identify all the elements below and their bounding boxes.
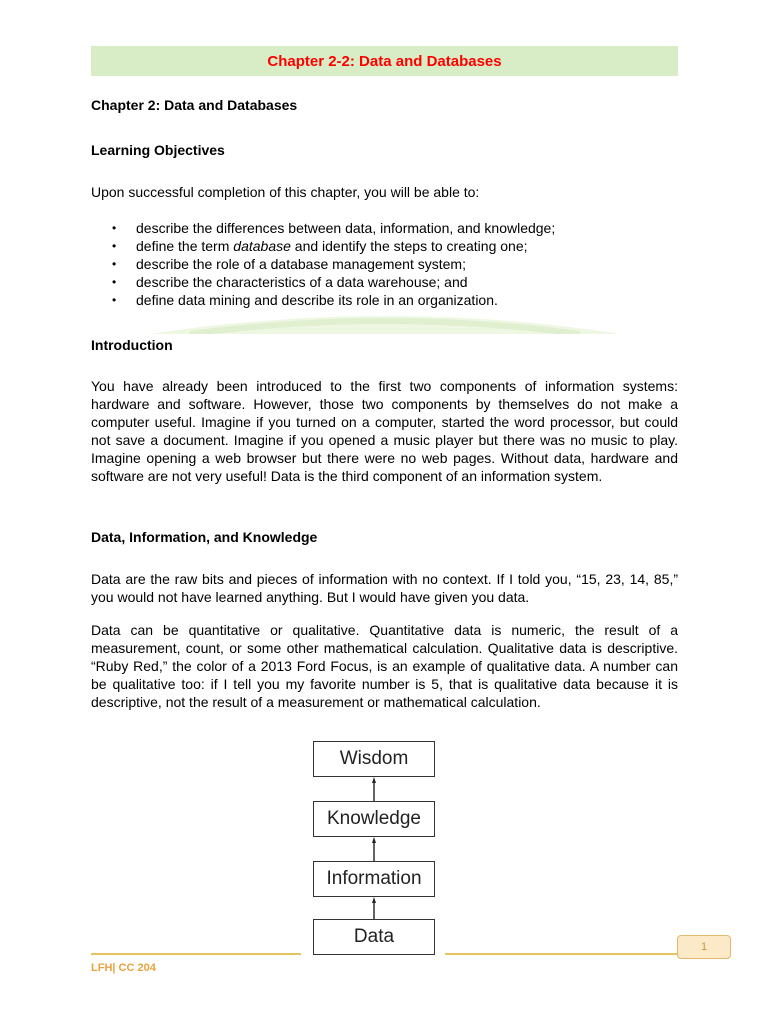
- introduction-paragraph: You have already been introduced to the first two components of information systems: hardware and software. However, those two components by themselves do not make a computer useful. Imagine if you turned on a computer, started the word processor, but could not save a document. Imagine if you opened a music player but there was no music to play. Imagine opening a web browser but there were no web pages. Without data, hardware and software are not very useful! Data is the third component of an information system.: [91, 378, 678, 484]
- knowledge-box: Knowledge: [313, 801, 435, 837]
- page-number: 1: [700, 941, 708, 953]
- objective-item: • describe the role of a database management system;: [91, 255, 555, 273]
- dik-paragraph-1: Data are the raw bits and pieces of information with no context. If I told you, “15, 23, 14, 85,” you would not have learned anything. But I would have given you data.: [91, 571, 678, 605]
- dik-heading: Data, Information, and Knowledge: [91, 529, 318, 545]
- arrow-up-icon: [372, 837, 376, 861]
- watermark-seal: [150, 300, 620, 334]
- footer-divider-right: [445, 953, 677, 955]
- dik-paragraph-2: Data can be quantitative or qualitative. Quantitative data is numeric, the result of a measurement, count, or some other mathematical calculation. Qualitative data is descriptive. “Ruby Red,” the color of a 2013 Ford Focus, is an example of qualitative data. A number can be qualitative too: if I tell you my favorite number is 5, that is qualitative data because it is descriptive, not the result of a measurement or mathematical calculation.: [91, 622, 678, 710]
- objective-term-database: database: [233, 238, 291, 254]
- objective-item: • define data mining and describe its role in an organization.: [91, 291, 555, 309]
- footer-label: LFH| CC 204: [91, 962, 156, 974]
- arrow-up-icon: [372, 777, 376, 801]
- objective-item: • describe the characteristics of a data warehouse; and: [91, 273, 555, 291]
- footer-divider-left: [91, 953, 301, 955]
- objective-item: • define the term database and identify the steps to creating one;: [91, 237, 555, 255]
- objectives-intro: Upon successful completion of this chapter, you will be able to:: [91, 184, 480, 200]
- objectives-list: [91, 219, 555, 309]
- information-box: Information: [313, 861, 435, 897]
- introduction-heading: Introduction: [91, 337, 173, 353]
- chapter-heading: Chapter 2: Data and Databases: [91, 97, 298, 113]
- wisdom-box: Wisdom: [313, 741, 435, 777]
- objective-item: • describe the differences between data, information, and knowledge;: [91, 219, 555, 237]
- data-box: Data: [313, 919, 435, 955]
- chapter-banner: [91, 46, 678, 76]
- page-number-badge: [677, 935, 731, 959]
- arrow-up-icon: [372, 897, 376, 919]
- objectives-heading: Learning Objectives: [91, 142, 225, 158]
- chapter-banner-title: Chapter 2-2: Data and Databases: [267, 52, 502, 70]
